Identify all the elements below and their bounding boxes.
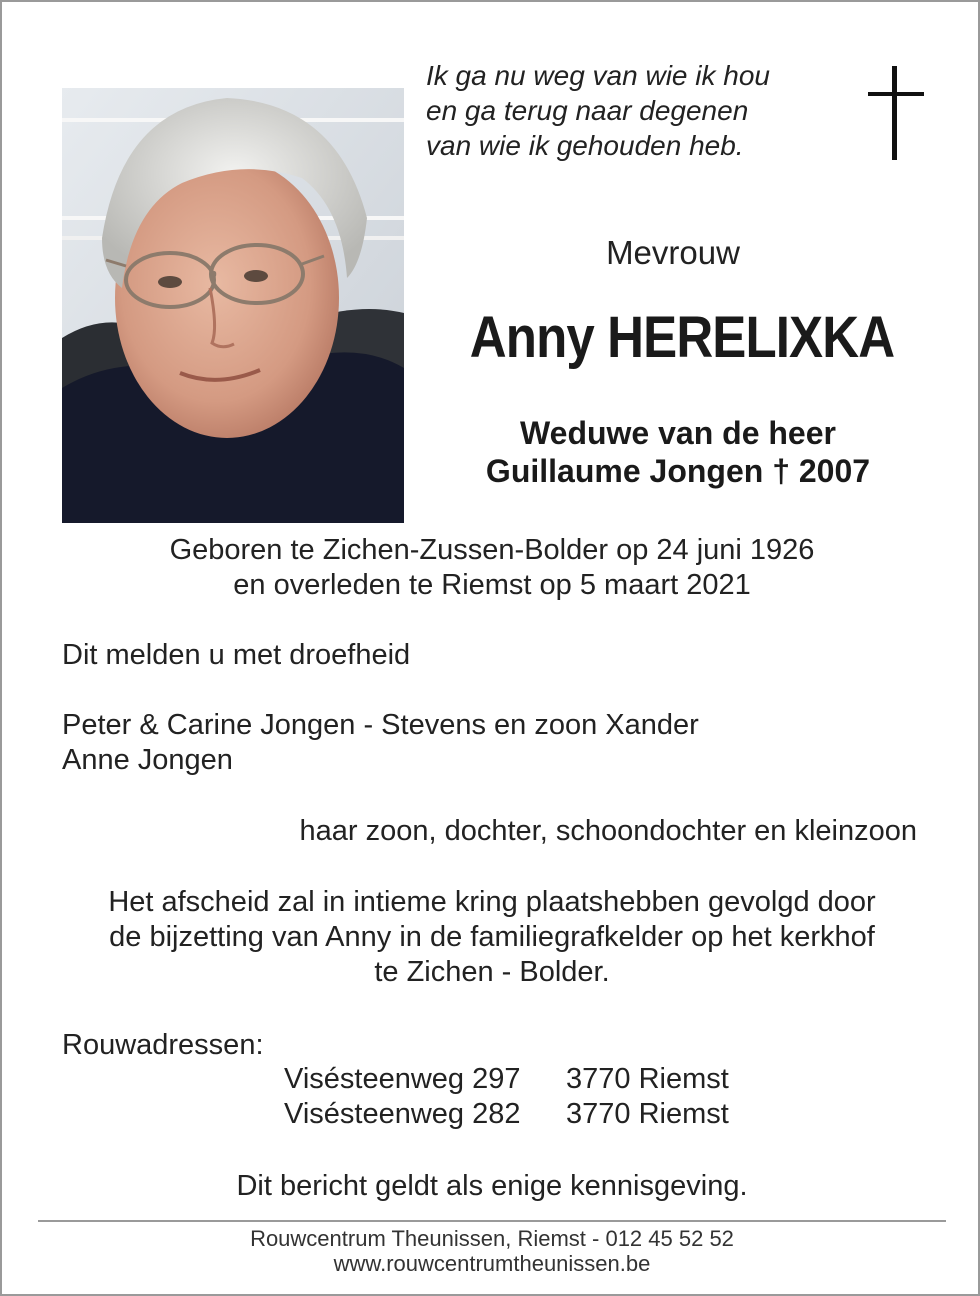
- farewell-line: de bijzetting van Anny in de familiegrafkelder op het kerkhof: [109, 921, 875, 953]
- footer-divider: [38, 1220, 946, 1222]
- widow-line: Guillaume Jongen † 2007: [485, 453, 871, 489]
- birth-death-dates: [2, 533, 980, 603]
- poem-line: Ik ga nu weg van wie ik hou: [426, 60, 770, 91]
- address-city: 3770 Riemst: [566, 1098, 729, 1130]
- widow-statement: [422, 414, 934, 490]
- addresses-label: Rouwadressen:: [62, 1029, 264, 1061]
- announcement: Dit melden u met droefheid: [62, 639, 411, 671]
- funeral-home-contact: Rouwcentrum Theunissen, Riemst - 012 45 52 52: [250, 1226, 734, 1251]
- footer: [2, 1226, 980, 1276]
- death-line: en overleden te Riemst op 5 maart 2021: [233, 569, 751, 601]
- address-list: [284, 1062, 729, 1132]
- farewell-text: [2, 885, 980, 990]
- address-row: [284, 1097, 729, 1132]
- farewell-line: Het afscheid zal in intieme kring plaatshebben gevolgd door: [108, 886, 876, 918]
- deceased-name: Anny HERELIXKA: [469, 305, 895, 370]
- poem: [426, 58, 846, 163]
- poem-line: en ga terug naar degenen: [426, 95, 749, 126]
- funeral-home-website: www.rouwcentrumtheunissen.be: [333, 1251, 651, 1276]
- birth-line: Geboren te Zichen-Zussen-Bolder op 24 juni 1926: [169, 534, 815, 566]
- address-city: 3770 Riemst: [566, 1063, 729, 1095]
- address-street: Visésteenweg 282: [284, 1098, 521, 1130]
- poem-line: van wie ik gehouden heb.: [426, 130, 744, 161]
- notice-text: Dit bericht geldt als enige kennisgeving.: [236, 1170, 748, 1202]
- address-street: Visésteenweg 297: [284, 1063, 521, 1095]
- farewell-line: te Zichen - Bolder.: [374, 956, 610, 988]
- cross-icon: [868, 66, 924, 160]
- family-line: Anne Jongen: [62, 744, 233, 776]
- widow-line: Weduwe van de heer: [520, 415, 836, 451]
- portrait-photo: [62, 88, 404, 523]
- family-relation: haar zoon, dochter, schoondochter en kleinzoon: [299, 815, 917, 847]
- honorific-title: Mevrouw: [606, 234, 740, 271]
- family-line: Peter & Carine Jongen - Stevens en zoon Xander: [62, 709, 699, 741]
- family-members: [62, 708, 699, 778]
- address-row: [284, 1062, 729, 1097]
